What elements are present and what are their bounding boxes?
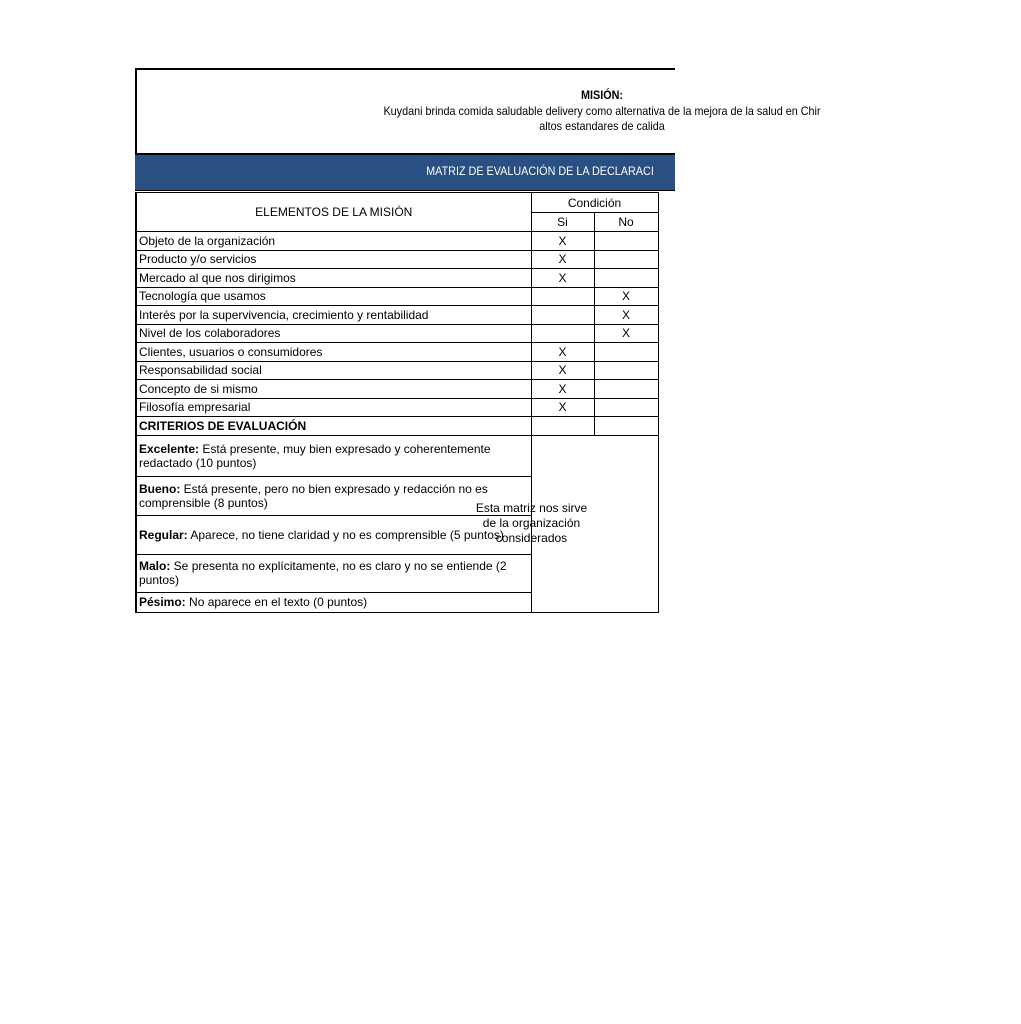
- yes-header: Si: [531, 213, 594, 232]
- criteria-text: [136, 476, 531, 515]
- mission-statement: [184, 104, 1021, 134]
- element-no-cell: [594, 361, 658, 380]
- criteria-description: Está presente, pero no bien expresado y redacción no es comprensible (8 puntos): [139, 481, 488, 510]
- element-no-cell: X: [594, 287, 658, 306]
- matrix-note-line: Esta matriz nos sirve: [475, 501, 588, 515]
- criteria-description: Aparece, no tiene claridad y no es comprensible (5 puntos): [187, 527, 504, 542]
- element-no-cell: X: [594, 306, 658, 325]
- mission-line-1: Kuydani brinda comida saludable delivery como alternativa de la mejora de la salud en Chir: [383, 104, 821, 118]
- element-row: [136, 287, 658, 306]
- criteria-text: [136, 554, 531, 592]
- element-no-cell: [594, 398, 658, 417]
- matrix-note-line: de la organización: [482, 516, 581, 530]
- criteria-header: CRITERIOS DE EVALUACIÓN: [136, 417, 531, 436]
- element-label: Clientes, usuarios o consumidores: [136, 343, 531, 362]
- criteria-header-row: [136, 417, 658, 436]
- element-row: [136, 269, 658, 288]
- criteria-text: [136, 435, 531, 476]
- criteria-text: [136, 515, 531, 554]
- no-header: No: [594, 213, 658, 232]
- element-label: Interés por la supervivencia, crecimiento y rentabilidad: [136, 306, 531, 325]
- element-yes-cell: X: [531, 269, 594, 288]
- element-row: [136, 250, 658, 269]
- element-yes-cell: X: [531, 232, 594, 251]
- element-label: Responsabilidad social: [136, 361, 531, 380]
- element-yes-cell: [531, 287, 594, 306]
- element-no-cell: [594, 380, 658, 399]
- criteria-row: [136, 435, 658, 476]
- empty-cell: [594, 417, 658, 436]
- condition-header: Condición: [531, 193, 658, 213]
- element-row: [136, 232, 658, 251]
- matrix-note-line: considerados: [495, 531, 568, 545]
- element-label: Mercado al que nos dirigimos: [136, 269, 531, 288]
- element-no-cell: [594, 250, 658, 269]
- element-label: Filosofía empresarial: [136, 398, 531, 417]
- element-no-cell: [594, 269, 658, 288]
- mission-box: [135, 68, 821, 153]
- criteria-term: Excelente:: [139, 441, 200, 456]
- element-yes-cell: X: [531, 343, 594, 362]
- element-row: [136, 380, 658, 399]
- spreadsheet-sheet: [135, 68, 821, 628]
- elements-header: ELEMENTOS DE LA MISIÓN: [136, 193, 531, 232]
- element-label: Objeto de la organización: [136, 232, 531, 251]
- element-no-cell: [594, 232, 658, 251]
- header-row-1: [136, 193, 658, 213]
- matrix-note-text: [468, 501, 728, 546]
- element-no-cell: X: [594, 324, 658, 343]
- element-label: Tecnología que usamos: [136, 287, 531, 306]
- criteria-text: [136, 592, 531, 612]
- element-yes-cell: X: [531, 250, 594, 269]
- element-row: [136, 361, 658, 380]
- element-row: [136, 398, 658, 417]
- element-yes-cell: [531, 324, 594, 343]
- criteria-description: Está presente, muy bien expresado y coherentemente redactado (10 puntos): [139, 441, 491, 470]
- criteria-description: No aparece en el texto (0 puntos): [185, 595, 368, 609]
- element-no-cell: [594, 343, 658, 362]
- element-row: [136, 324, 658, 343]
- element-yes-cell: X: [531, 398, 594, 417]
- mission-line-2: altos estandares de calida: [539, 119, 665, 133]
- element-yes-cell: [531, 306, 594, 325]
- element-yes-cell: X: [531, 361, 594, 380]
- element-label: Producto y/o servicios: [136, 250, 531, 269]
- criteria-term: Bueno:: [139, 481, 181, 496]
- criteria-description: Se presenta no explícitamente, no es claro y no se entiende (2 puntos): [139, 559, 507, 587]
- matrix-title-banner: [135, 153, 675, 191]
- criteria-term: Malo:: [139, 559, 171, 573]
- matrix-note: [475, 435, 658, 612]
- element-row: [136, 343, 658, 362]
- criteria-term: Pésimo:: [139, 595, 186, 609]
- empty-cell: [531, 417, 594, 436]
- criteria-term: Regular:: [139, 527, 188, 542]
- matrix-title: MATRIZ DE EVALUACIÓN DE LA DECLARACI: [426, 164, 654, 178]
- evaluation-matrix: [135, 192, 659, 613]
- mission-heading: MISIÓN:: [580, 88, 623, 102]
- element-row: [136, 306, 658, 325]
- element-label: Concepto de si mismo: [136, 380, 531, 399]
- element-label: Nivel de los colaboradores: [136, 324, 531, 343]
- element-yes-cell: X: [531, 380, 594, 399]
